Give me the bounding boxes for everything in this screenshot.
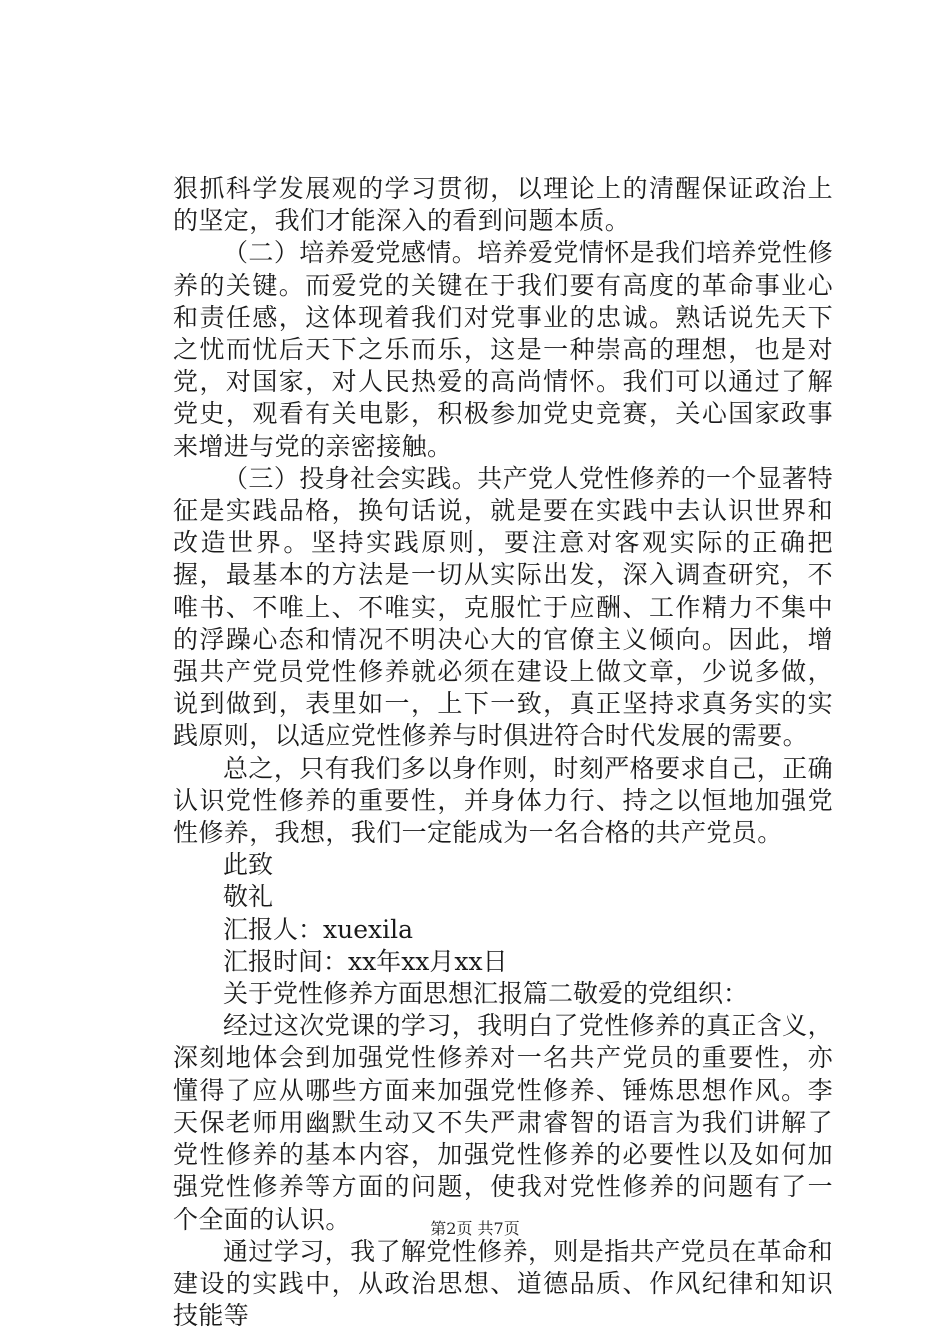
- paragraph-continued: 狠抓科学发展观的学习贯彻，以理论上的清醒保证政治上的坚定，我们才能深入的看到问题本质。: [173, 174, 833, 236]
- closing-salute: 敬礼: [223, 882, 274, 912]
- section2-heading: 关于党性修养方面思想汇报篇二敬爱的党组织：: [223, 979, 749, 1009]
- paragraph-social-practice: （三）投身社会实践。共产党人党性修养的一个显著特征是实践品格，换句话说，就是要在实践中去认识世界和改造世界。坚持实践原则，要注意对客观实际的正确把握，最基本的方法是一切从实际出发，深入调查研究，不唯书、不唯上、不唯实，克服忙于应酬、工作精力不集中的浮躁心态和情况不明决心大的官僚主义倾向。因此，增强共产党员党性修养就必须在建设上做文章，少说多做，说到做到，表里如一，上下一致，真正坚持求真务实的实践原则，以适应党性修养与时俱进符合时代发展的需要。: [173, 463, 833, 751]
- paragraph-conclusion: 总之，只有我们多以身作则，时刻严格要求自己，正确认识党性修养的重要性，并身体力行、持之以恒地加强党性修养，我想，我们一定能成为一名合格的共产党员。: [173, 753, 833, 848]
- section2-paragraph-1: 经过这次党课的学习，我明白了党性修养的真正含义，深刻地体会到加强党性修养对一名共产党员的重要性，亦懂得了应从哪些方面来加强党性修养、锤炼思想作风。李天保老师用幽默生动又不失严肃睿智的语言为我们讲解了党性修养的基本内容，加强党性修养的必要性以及如何加强党性修养等方面的问题，使我对党性修养的问题有了一个全面的认识。: [173, 1011, 833, 1234]
- reporter-line: 汇报人：xuexila: [223, 914, 413, 944]
- document-body: [173, 173, 833, 1332]
- report-date-line: 汇报时间：xx年xx月xx日: [223, 946, 508, 976]
- page-number-footer: 第2页 共7页: [430, 1219, 520, 1238]
- paragraph-love-party: （二）培养爱党感情。培养爱党情怀是我们培养党性修养的关键。而爱党的关键在于我们要有高度的革命事业心和责任感，这体现着我们对党事业的忠诚。熟话说先天下之忧而忧后天下之乐而乐，这是一种崇高的理想，也是对党，对国家，对人民热爱的高尚情怀。我们可以通过了解党史，观看有关电影，积极参加党史竞赛，关心国家政事来增进与党的亲密接触。: [173, 238, 833, 461]
- closing-greeting: 此致: [223, 850, 274, 880]
- section2-paragraph-2: 通过学习，我了解党性修养，则是指共产党员在革命和建设的实践中，从政治思想、道德品质、作风纪律和知识技能等: [173, 1236, 833, 1331]
